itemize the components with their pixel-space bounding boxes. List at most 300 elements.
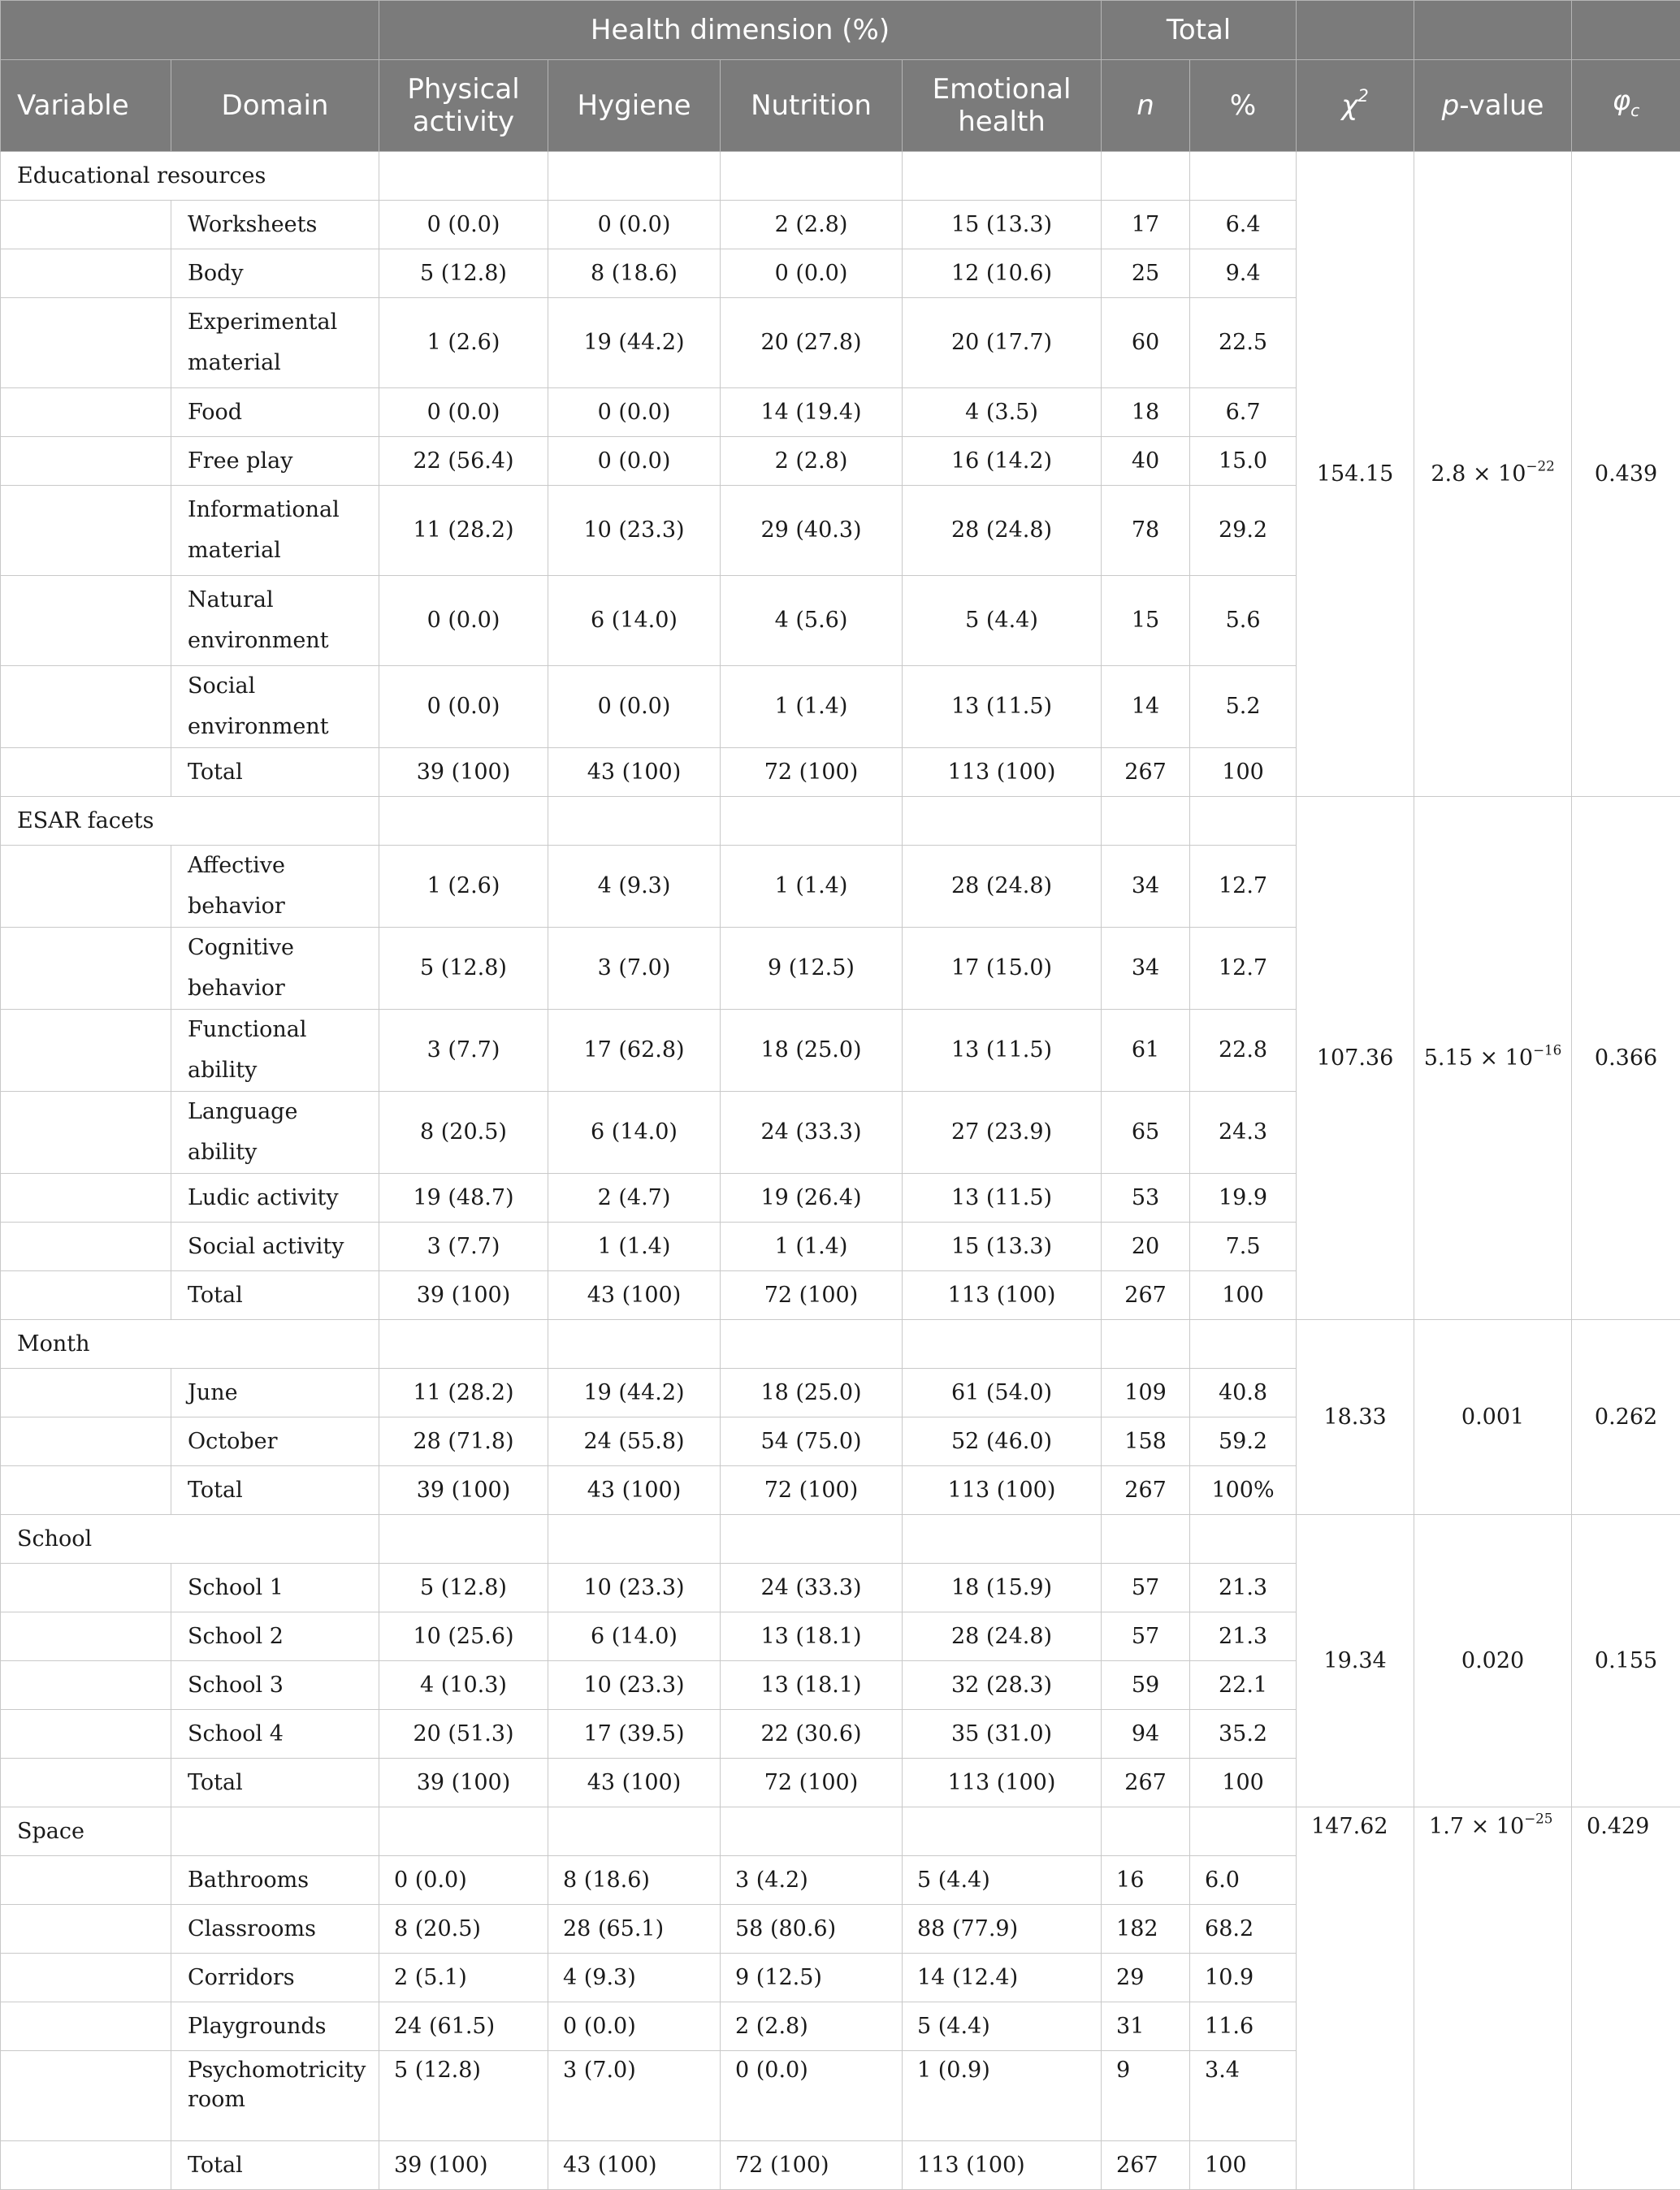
header-blank-phi	[1572, 1, 1680, 60]
emotional-health-cell: 16 (14.2)	[903, 437, 1102, 486]
physical-activity-cell: 0 (0.0)	[379, 666, 548, 748]
empty-cell	[1, 748, 171, 797]
variable-cell: Month	[1, 1320, 379, 1369]
domain-cell: Total	[171, 1271, 379, 1320]
chi-square-cell: 154.15	[1297, 152, 1414, 797]
physical-activity-cell: 39 (100)	[379, 1271, 548, 1320]
percent-cell: 6.7	[1190, 388, 1297, 437]
percent-cell: 24.3	[1190, 1092, 1297, 1174]
nutrition-cell: 72 (100)	[721, 2141, 903, 2190]
hygiene-cell: 19 (44.2)	[548, 1369, 721, 1417]
domain-cell: Classrooms	[171, 1905, 379, 1954]
percent-cell: 19.9	[1190, 1174, 1297, 1223]
chi-square-cell: 19.34	[1297, 1515, 1414, 1807]
empty-cell	[1, 437, 171, 486]
hygiene-cell: 0 (0.0)	[548, 388, 721, 437]
physical-activity-cell: 22 (56.4)	[379, 437, 548, 486]
emotional-health-cell: 35 (31.0)	[903, 1710, 1102, 1759]
domain-cell: School 3	[171, 1661, 379, 1710]
empty-cell	[1, 1010, 171, 1092]
header-blank	[1, 1, 379, 60]
domain-cell: Bathrooms	[171, 1856, 379, 1905]
emotional-health-cell: 14 (12.4)	[903, 1954, 1102, 2002]
emotional-health-cell: 18 (15.9)	[903, 1564, 1102, 1612]
domain-cell: School 2	[171, 1612, 379, 1661]
hygiene-cell: 3 (7.0)	[548, 2051, 721, 2141]
hygiene-cell: 24 (55.8)	[548, 1417, 721, 1466]
nutrition-cell: 2 (2.8)	[721, 2002, 903, 2051]
emotional-health-cell: 28 (24.8)	[903, 846, 1102, 928]
header-domain: Domain	[171, 60, 379, 152]
n-cell: 182	[1102, 1905, 1190, 1954]
nutrition-cell: 72 (100)	[721, 748, 903, 797]
header-variable: Variable	[1, 60, 171, 152]
header-total: Total	[1102, 1, 1297, 60]
header-physical-activity: Physical activity	[379, 60, 548, 152]
empty-cell	[1102, 1320, 1190, 1369]
emotional-health-cell: 13 (11.5)	[903, 666, 1102, 748]
hygiene-cell: 4 (9.3)	[548, 1954, 721, 2002]
physical-activity-cell: 0 (0.0)	[379, 1856, 548, 1905]
percent-cell: 12.7	[1190, 928, 1297, 1010]
nutrition-cell: 4 (5.6)	[721, 576, 903, 666]
domain-cell: Social activity	[171, 1223, 379, 1271]
emotional-health-cell: 20 (17.7)	[903, 298, 1102, 388]
hygiene-cell: 1 (1.4)	[548, 1223, 721, 1271]
n-cell: 17	[1102, 201, 1190, 249]
hygiene-cell: 6 (14.0)	[548, 1612, 721, 1661]
empty-cell	[903, 1807, 1102, 1856]
hygiene-cell: 28 (65.1)	[548, 1905, 721, 1954]
n-cell: 60	[1102, 298, 1190, 388]
hygiene-cell: 43 (100)	[548, 1466, 721, 1515]
n-cell: 109	[1102, 1369, 1190, 1417]
hygiene-cell: 6 (14.0)	[548, 576, 721, 666]
n-cell: 31	[1102, 2002, 1190, 2051]
emotional-health-cell: 113 (100)	[903, 2141, 1102, 2190]
percent-cell: 7.5	[1190, 1223, 1297, 1271]
nutrition-cell: 13 (18.1)	[721, 1612, 903, 1661]
domain-cell: October	[171, 1417, 379, 1466]
percent-cell: 21.3	[1190, 1564, 1297, 1612]
nutrition-cell: 54 (75.0)	[721, 1417, 903, 1466]
nutrition-cell: 18 (25.0)	[721, 1369, 903, 1417]
nutrition-cell: 0 (0.0)	[721, 249, 903, 298]
empty-cell	[1, 846, 171, 928]
domain-cell: Worksheets	[171, 201, 379, 249]
header-blank-p	[1414, 1, 1572, 60]
empty-cell	[721, 1515, 903, 1564]
physical-activity-cell: 39 (100)	[379, 1466, 548, 1515]
emotional-health-cell: 32 (28.3)	[903, 1661, 1102, 1710]
nutrition-cell: 18 (25.0)	[721, 1010, 903, 1092]
empty-cell	[1, 1612, 171, 1661]
empty-cell	[1190, 797, 1297, 846]
nutrition-cell: 29 (40.3)	[721, 486, 903, 576]
empty-cell	[1, 486, 171, 576]
header-p-value: p-value	[1414, 60, 1572, 152]
emotional-health-cell: 52 (46.0)	[903, 1417, 1102, 1466]
empty-cell	[1190, 1807, 1297, 1856]
empty-cell	[721, 152, 903, 201]
n-cell: 267	[1102, 2141, 1190, 2190]
empty-cell	[379, 797, 548, 846]
empty-cell	[903, 797, 1102, 846]
domain-cell: Social environment	[171, 666, 379, 748]
physical-activity-cell: 2 (5.1)	[379, 1954, 548, 2002]
p-value-cell: 0.001	[1414, 1320, 1572, 1515]
n-cell: 18	[1102, 388, 1190, 437]
header-chi-square: $\chi^2$	[1297, 60, 1414, 152]
percent-cell: 59.2	[1190, 1417, 1297, 1466]
n-cell: 65	[1102, 1092, 1190, 1174]
nutrition-cell: 72 (100)	[721, 1759, 903, 1807]
empty-cell	[1190, 1515, 1297, 1564]
n-cell: 29	[1102, 1954, 1190, 2002]
hygiene-cell: 0 (0.0)	[548, 2002, 721, 2051]
n-cell: 16	[1102, 1856, 1190, 1905]
nutrition-cell: 0 (0.0)	[721, 2051, 903, 2141]
hygiene-cell: 8 (18.6)	[548, 1856, 721, 1905]
emotional-health-cell: 28 (24.8)	[903, 486, 1102, 576]
empty-cell	[1, 2002, 171, 2051]
emotional-health-cell: 5 (4.4)	[903, 1856, 1102, 1905]
domain-cell: Language ability	[171, 1092, 379, 1174]
nutrition-cell: 1 (1.4)	[721, 846, 903, 928]
physical-activity-cell: 5 (12.8)	[379, 2051, 548, 2141]
physical-activity-cell: 5 (12.8)	[379, 928, 548, 1010]
n-cell: 267	[1102, 1759, 1190, 1807]
empty-cell	[379, 152, 548, 201]
n-cell: 57	[1102, 1564, 1190, 1612]
emotional-health-cell: 28 (24.8)	[903, 1612, 1102, 1661]
nutrition-cell: 1 (1.4)	[721, 1223, 903, 1271]
domain-cell: Natural environment	[171, 576, 379, 666]
emotional-health-cell: 13 (11.5)	[903, 1174, 1102, 1223]
empty-cell	[721, 1807, 903, 1856]
empty-cell	[379, 1807, 548, 1856]
empty-cell	[171, 1807, 379, 1856]
p-value-cell: 0.020	[1414, 1515, 1572, 1807]
n-cell: 61	[1102, 1010, 1190, 1092]
domain-cell: Total	[171, 1466, 379, 1515]
empty-cell	[903, 152, 1102, 201]
hygiene-cell: 0 (0.0)	[548, 666, 721, 748]
nutrition-cell: 14 (19.4)	[721, 388, 903, 437]
n-cell: 34	[1102, 846, 1190, 928]
physical-activity-cell: 39 (100)	[379, 748, 548, 797]
empty-cell	[1, 249, 171, 298]
percent-cell: 6.0	[1190, 1856, 1297, 1905]
nutrition-cell: 24 (33.3)	[721, 1092, 903, 1174]
empty-cell	[1, 388, 171, 437]
chi-square-cell: 107.36	[1297, 797, 1414, 1320]
percent-cell: 15.0	[1190, 437, 1297, 486]
variable-cell: Space	[1, 1807, 171, 1856]
physical-activity-cell: 3 (7.7)	[379, 1010, 548, 1092]
n-cell: 20	[1102, 1223, 1190, 1271]
percent-cell: 29.2	[1190, 486, 1297, 576]
emotional-health-cell: 15 (13.3)	[903, 201, 1102, 249]
percent-cell: 6.4	[1190, 201, 1297, 249]
nutrition-cell: 24 (33.3)	[721, 1564, 903, 1612]
physical-activity-cell: 11 (28.2)	[379, 1369, 548, 1417]
empty-cell	[903, 1320, 1102, 1369]
percent-cell: 5.2	[1190, 666, 1297, 748]
n-cell: 267	[1102, 748, 1190, 797]
nutrition-cell: 58 (80.6)	[721, 1905, 903, 1954]
hygiene-cell: 6 (14.0)	[548, 1092, 721, 1174]
group-row	[1, 797, 1680, 846]
nutrition-cell: 2 (2.8)	[721, 437, 903, 486]
header-emotional-health: Emotional health	[903, 60, 1102, 152]
emotional-health-cell: 15 (13.3)	[903, 1223, 1102, 1271]
physical-activity-cell: 4 (10.3)	[379, 1661, 548, 1710]
p-value-cell: $5.15 \times 10^{-16}$	[1414, 797, 1572, 1320]
n-cell: 57	[1102, 1612, 1190, 1661]
physical-activity-cell: 39 (100)	[379, 1759, 548, 1807]
percent-cell: 12.7	[1190, 846, 1297, 928]
empty-cell	[1, 1759, 171, 1807]
percent-cell: 100	[1190, 748, 1297, 797]
empty-cell	[1, 1223, 171, 1271]
n-cell: 267	[1102, 1271, 1190, 1320]
header-blank-chi	[1297, 1, 1414, 60]
phi-cell: 0.366	[1572, 797, 1680, 1320]
domain-cell: Total	[171, 1759, 379, 1807]
empty-cell	[379, 1515, 548, 1564]
n-cell: 25	[1102, 249, 1190, 298]
hygiene-cell: 17 (39.5)	[548, 1710, 721, 1759]
nutrition-cell: 22 (30.6)	[721, 1710, 903, 1759]
header-percent: %	[1190, 60, 1297, 152]
domain-cell: Corridors	[171, 1954, 379, 2002]
phi-cell: 0.262	[1572, 1320, 1680, 1515]
n-cell: 40	[1102, 437, 1190, 486]
empty-cell	[1, 1092, 171, 1174]
domain-cell: Informational material	[171, 486, 379, 576]
emotional-health-cell: 113 (100)	[903, 1466, 1102, 1515]
physical-activity-cell: 8 (20.5)	[379, 1092, 548, 1174]
empty-cell	[1, 1905, 171, 1954]
emotional-health-cell: 1 (0.9)	[903, 2051, 1102, 2141]
nutrition-cell: 20 (27.8)	[721, 298, 903, 388]
empty-cell	[1, 1564, 171, 1612]
n-cell: 78	[1102, 486, 1190, 576]
physical-activity-cell: 10 (25.6)	[379, 1612, 548, 1661]
hygiene-cell: 19 (44.2)	[548, 298, 721, 388]
physical-activity-cell: 19 (48.7)	[379, 1174, 548, 1223]
percent-cell: 9.4	[1190, 249, 1297, 298]
emotional-health-cell: 113 (100)	[903, 1271, 1102, 1320]
empty-cell	[1, 1466, 171, 1515]
percent-cell: 100	[1190, 1271, 1297, 1320]
hygiene-cell: 10 (23.3)	[548, 1661, 721, 1710]
empty-cell	[721, 797, 903, 846]
nutrition-cell: 1 (1.4)	[721, 666, 903, 748]
nutrition-cell: 72 (100)	[721, 1466, 903, 1515]
emotional-health-cell: 113 (100)	[903, 748, 1102, 797]
phi-cell: 0.155	[1572, 1515, 1680, 1807]
empty-cell	[1190, 1320, 1297, 1369]
percent-cell: 22.5	[1190, 298, 1297, 388]
empty-cell	[1, 1856, 171, 1905]
domain-cell: Affective behavior	[171, 846, 379, 928]
emotional-health-cell: 17 (15.0)	[903, 928, 1102, 1010]
header-nutrition: Nutrition	[721, 60, 903, 152]
empty-cell	[1102, 1807, 1190, 1856]
domain-cell: Body	[171, 249, 379, 298]
percent-cell: 100%	[1190, 1466, 1297, 1515]
physical-activity-cell: 3 (7.7)	[379, 1223, 548, 1271]
empty-cell	[1, 1369, 171, 1417]
empty-cell	[548, 1807, 721, 1856]
physical-activity-cell: 5 (12.8)	[379, 1564, 548, 1612]
emotional-health-cell: 13 (11.5)	[903, 1010, 1102, 1092]
domain-cell: Ludic activity	[171, 1174, 379, 1223]
hygiene-cell: 43 (100)	[548, 748, 721, 797]
emotional-health-cell: 61 (54.0)	[903, 1369, 1102, 1417]
p-value-cell: $2.8 \times 10^{-22}$	[1414, 152, 1572, 797]
group-row	[1, 1807, 1680, 1856]
percent-cell: 22.8	[1190, 1010, 1297, 1092]
empty-cell	[1, 298, 171, 388]
group-row	[1, 1515, 1680, 1564]
percent-cell: 21.3	[1190, 1612, 1297, 1661]
empty-cell	[1, 1271, 171, 1320]
variable-cell: School	[1, 1515, 379, 1564]
empty-cell	[1, 1710, 171, 1759]
nutrition-cell: 19 (26.4)	[721, 1174, 903, 1223]
nutrition-cell: 9 (12.5)	[721, 928, 903, 1010]
domain-cell: Total	[171, 748, 379, 797]
empty-cell	[1, 2141, 171, 2190]
domain-cell: June	[171, 1369, 379, 1417]
n-cell: 94	[1102, 1710, 1190, 1759]
percent-cell: 5.6	[1190, 576, 1297, 666]
domain-cell: Cognitive behavior	[171, 928, 379, 1010]
empty-cell	[1, 1174, 171, 1223]
n-cell: 59	[1102, 1661, 1190, 1710]
hygiene-cell: 3 (7.0)	[548, 928, 721, 1010]
header-hygiene: Hygiene	[548, 60, 721, 152]
empty-cell	[379, 1320, 548, 1369]
n-cell: 34	[1102, 928, 1190, 1010]
percent-cell: 35.2	[1190, 1710, 1297, 1759]
percent-cell: 3.4	[1190, 2051, 1297, 2141]
percent-cell: 22.1	[1190, 1661, 1297, 1710]
empty-cell	[1, 576, 171, 666]
variable-cell: ESAR facets	[1, 797, 379, 846]
physical-activity-cell: 0 (0.0)	[379, 388, 548, 437]
emotional-health-cell: 88 (77.9)	[903, 1905, 1102, 1954]
hygiene-cell: 0 (0.0)	[548, 437, 721, 486]
empty-cell	[1, 928, 171, 1010]
physical-activity-cell: 0 (0.0)	[379, 576, 548, 666]
n-cell: 158	[1102, 1417, 1190, 1466]
empty-cell	[548, 797, 721, 846]
percent-cell: 10.9	[1190, 1954, 1297, 2002]
hygiene-cell: 0 (0.0)	[548, 201, 721, 249]
domain-cell: School 1	[171, 1564, 379, 1612]
p-value-cell: $1.7 \times 10^{-25}$	[1414, 1807, 1572, 2190]
empty-cell	[1102, 797, 1190, 846]
physical-activity-cell: 0 (0.0)	[379, 201, 548, 249]
domain-cell: Psychomotricity room	[171, 2051, 379, 2141]
table-body	[1, 152, 1680, 2190]
nutrition-cell: 13 (18.1)	[721, 1661, 903, 1710]
empty-cell	[548, 1515, 721, 1564]
hygiene-cell: 43 (100)	[548, 1759, 721, 1807]
emotional-health-cell: 5 (4.4)	[903, 2002, 1102, 2051]
emotional-health-cell: 27 (23.9)	[903, 1092, 1102, 1174]
n-cell: 53	[1102, 1174, 1190, 1223]
physical-activity-cell: 1 (2.6)	[379, 846, 548, 928]
hygiene-cell: 10 (23.3)	[548, 1564, 721, 1612]
percent-cell: 68.2	[1190, 1905, 1297, 1954]
n-cell: 15	[1102, 576, 1190, 666]
physical-activity-cell: 24 (61.5)	[379, 2002, 548, 2051]
n-cell: 9	[1102, 2051, 1190, 2141]
percent-cell: 11.6	[1190, 2002, 1297, 2051]
percent-cell: 100	[1190, 2141, 1297, 2190]
emotional-health-cell: 12 (10.6)	[903, 249, 1102, 298]
empty-cell	[1, 1417, 171, 1466]
physical-activity-cell: 11 (28.2)	[379, 486, 548, 576]
domain-cell: Free play	[171, 437, 379, 486]
domain-cell: Total	[171, 2141, 379, 2190]
empty-cell	[548, 152, 721, 201]
header-n: n	[1102, 60, 1190, 152]
hygiene-cell: 10 (23.3)	[548, 486, 721, 576]
empty-cell	[1, 666, 171, 748]
chi-square-cell: 18.33	[1297, 1320, 1414, 1515]
header-phi: $\varphi_c$	[1572, 60, 1680, 152]
n-cell: 14	[1102, 666, 1190, 748]
hygiene-cell: 8 (18.6)	[548, 249, 721, 298]
physical-activity-cell: 5 (12.8)	[379, 249, 548, 298]
hygiene-cell: 43 (100)	[548, 2141, 721, 2190]
group-row	[1, 152, 1680, 201]
physical-activity-cell: 28 (71.8)	[379, 1417, 548, 1466]
header-health-dimension: Health dimension (%)	[379, 1, 1102, 60]
empty-cell	[1, 2051, 171, 2141]
percent-cell: 40.8	[1190, 1369, 1297, 1417]
phi-cell: 0.429	[1572, 1807, 1680, 2190]
percent-cell: 100	[1190, 1759, 1297, 1807]
empty-cell	[1190, 152, 1297, 201]
empty-cell	[1102, 1515, 1190, 1564]
domain-cell: Food	[171, 388, 379, 437]
hygiene-cell: 2 (4.7)	[548, 1174, 721, 1223]
empty-cell	[1, 1661, 171, 1710]
table-header	[1, 1, 1680, 152]
domain-cell: School 4	[171, 1710, 379, 1759]
empty-cell	[903, 1515, 1102, 1564]
emotional-health-cell: 4 (3.5)	[903, 388, 1102, 437]
variable-cell: Educational resources	[1, 152, 379, 201]
empty-cell	[1, 201, 171, 249]
phi-cell: 0.439	[1572, 152, 1680, 797]
domain-cell: Experimental material	[171, 298, 379, 388]
physical-activity-cell: 20 (51.3)	[379, 1710, 548, 1759]
nutrition-cell: 3 (4.2)	[721, 1856, 903, 1905]
emotional-health-cell: 113 (100)	[903, 1759, 1102, 1807]
physical-activity-cell: 39 (100)	[379, 2141, 548, 2190]
hygiene-cell: 4 (9.3)	[548, 846, 721, 928]
empty-cell	[1102, 152, 1190, 201]
empty-cell	[548, 1320, 721, 1369]
